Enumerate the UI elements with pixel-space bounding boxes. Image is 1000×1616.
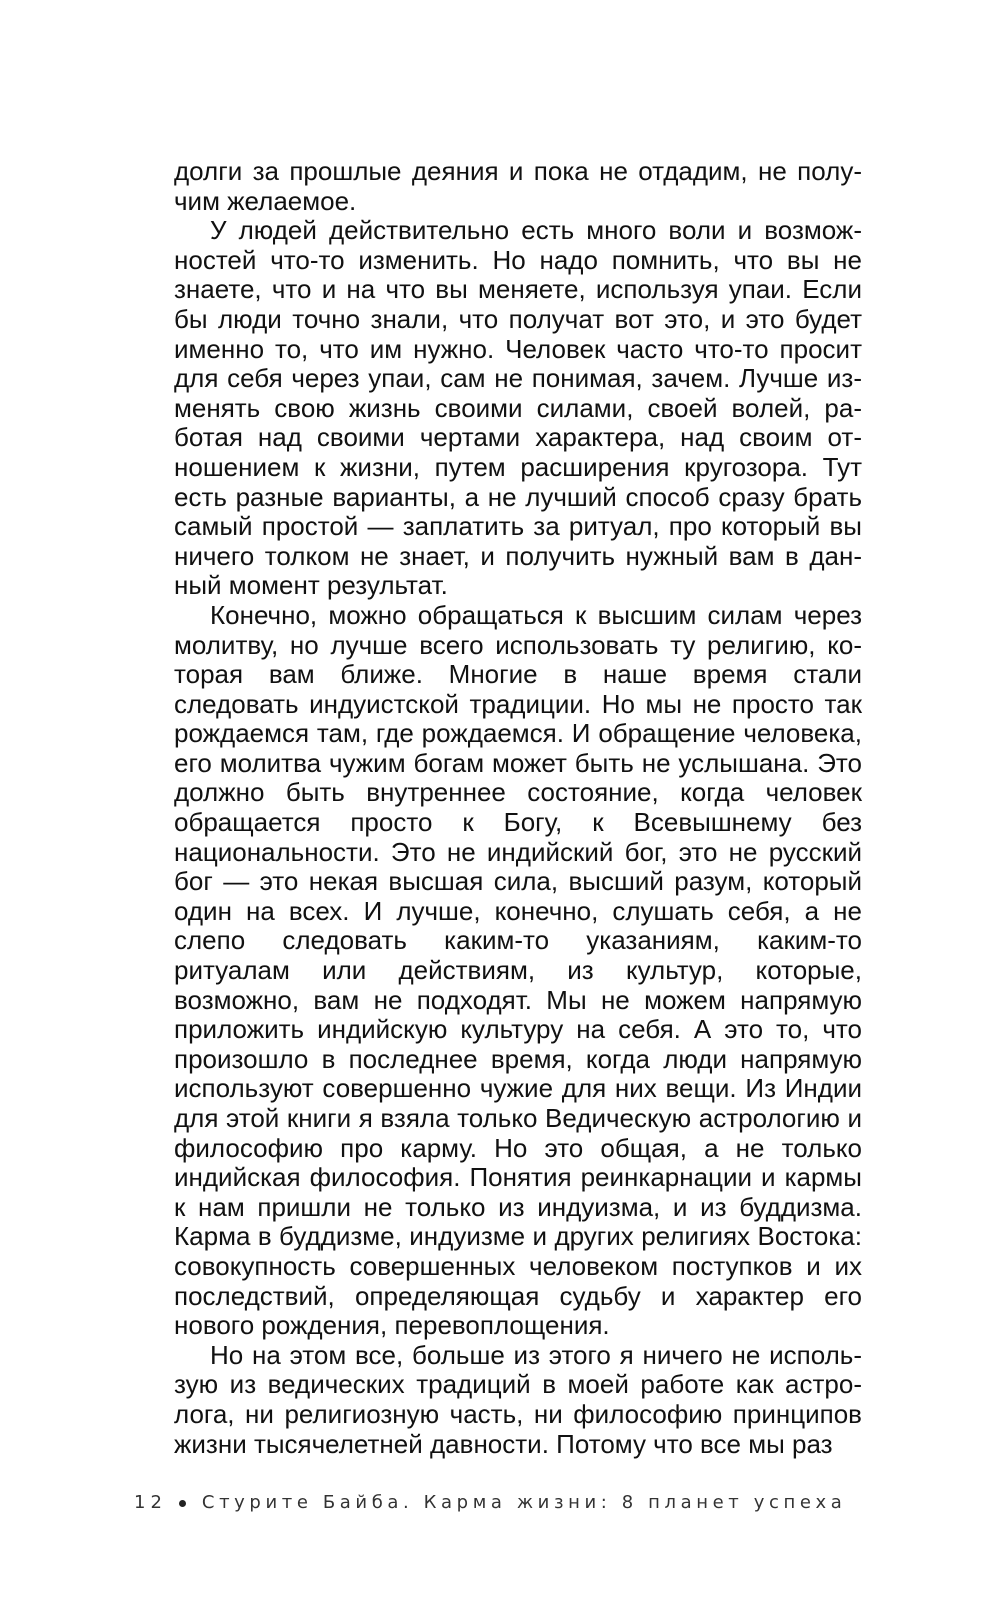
running-title: Стурите Байба. Карма жизни: 8 планет успеха bbox=[201, 1492, 847, 1513]
body-text bbox=[174, 157, 862, 1459]
bullet-separator-icon bbox=[179, 1500, 186, 1507]
page-number: 12 bbox=[134, 1492, 167, 1513]
paragraph-3: Конечно, можно обращаться к высшим силам через молитву, но лучше всего использовать ту религию, которая вам ближе. Многие в наше время стали следовать индуистской традиции. Но мы не просто так рождаемся там, где рождаемся. И обращение человека, его молитва чужим богам может быть не услышана. Это должно быть внутреннее состояние, когда человек обращается просто к Богу, к Всевышнему без национальности. Это не индийский бог, это не русский бог — это некая высшая сила, высший разум, который один на всех. И лучше, конечно, слушать себя, а не слепо следовать каким-то указаниям, каким-то ритуалам или действиям, из культур, которые, возможно, вам не подходят. Мы не можем напрямую приложить индийскую культуру на себя. А это то, что произошло в последнее время, когда люди напрямую используют совершенно чужие для них вещи. Из Индии для этой книги я взяла только Ведическую астрологию и философию про карму. Но это общая, а не только индийская философия. Понятия реинкарнации и кармы к нам пришли не только из индуизма, и из буддизма. Карма в буддизме, индуизме и других религиях Востока: совокупность совершенных человеком поступков и их последствий, определяющая судьбу и характер его нового рождения, перевоплощения. bbox=[174, 599, 862, 1341]
paragraph-2: У людей действительно есть много воли и возможностей что-то изменить. Но надо помнить, что вы не знаете, что и на что вы меняете, используя упаи. Если бы люди точно знали, что получат вот это, и это будет именно то, что им нужно. Человек часто что-то просит для себя через упаи, сам не понимая, зачем. Лучше изменять свою жизнь своими силами, своей волей, работая над своими чертами характера, над своим отношением к жизни, путем расширения кругозора. Тут есть разные варианты, а не лучший способ сразу брать самый простой — заплатить за ритуал, про который вы ничего толком не знает, и получить нужный вам в данный момент результат. bbox=[174, 215, 862, 601]
page-footer bbox=[134, 1487, 894, 1519]
paragraph-4: Но на этом все, больше из этого я ничего не использую из ведических традиций в моей работе как астролога, ни религиозную часть, ни философию принципов жизни тысячелетней давности. Потому что все мы раз bbox=[174, 1339, 862, 1459]
paragraph-1: долги за прошлые деяния и пока не отдадим, не получим желаемое. bbox=[174, 156, 862, 216]
